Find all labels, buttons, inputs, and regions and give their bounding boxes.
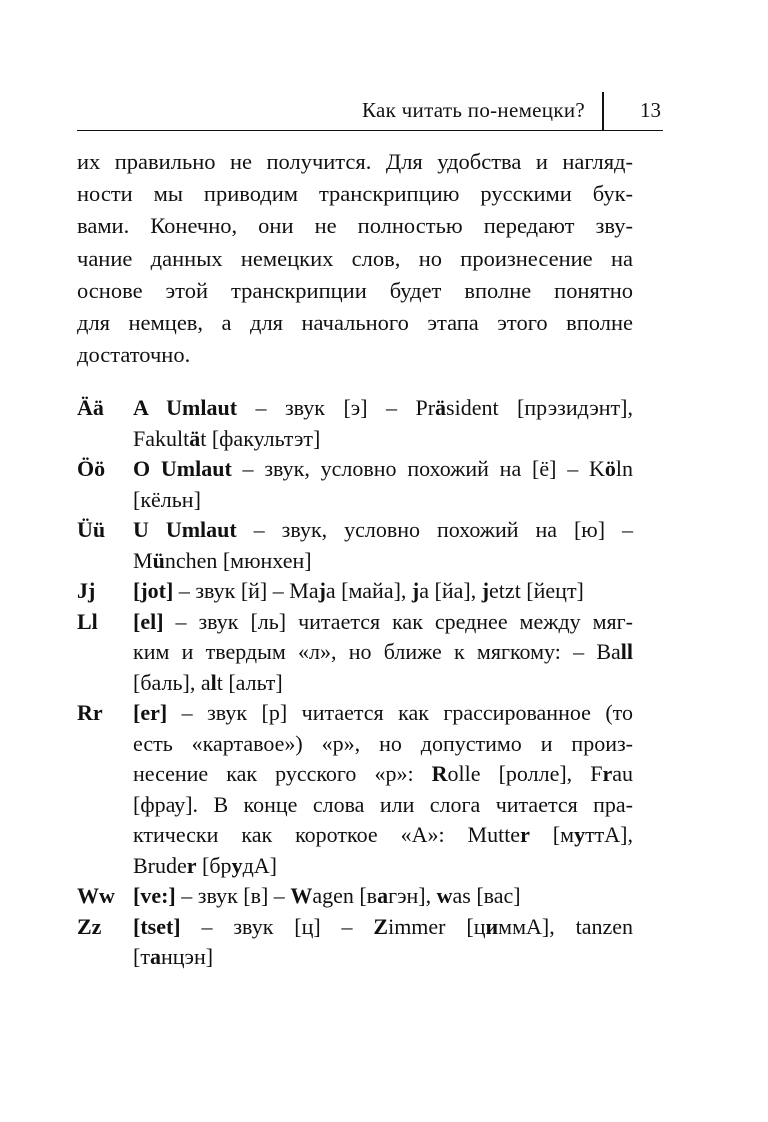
bold-segment: R [431,761,448,786]
bold-segment: ü [152,547,165,573]
entry-letter: Öö [77,456,106,481]
text-segment: ммА], tanzen [498,913,633,939]
bold-segment: Z [373,913,389,939]
letter-entry [77,912,633,973]
text-segment: несение как русского «р»: [133,761,432,786]
bold-segment: r [520,822,530,847]
bold-segment: а [149,944,161,969]
text-segment: agen [в [312,883,378,908]
text-segment: [т [133,944,150,969]
text-segment: – звук [в] – [175,883,291,908]
text-segment: – звук [э] – Pr [237,395,436,420]
entry-letter: Zz [77,913,102,939]
entry-letter: Ää [77,395,104,420]
letter-entry [77,515,633,576]
text-segment: нцэн] [160,944,214,969]
bold-segment: а [377,883,389,908]
bold-segment: ö [604,456,616,481]
intro-paragraph [77,146,633,371]
entry-line [133,942,633,973]
page-number: 13 [640,98,661,122]
running-header [77,92,663,131]
letter-entry [77,393,633,454]
bold-segment: [jot] [133,578,174,603]
letter-entry [77,881,633,912]
bold-segment: U Umlaut [133,517,237,542]
text-segment: nchen [мюнхен] [164,547,312,573]
text-segment: [фрау]. В конце слова или слога читается пра- [133,791,633,817]
entry-letter: Ll [77,608,98,634]
entry-line [133,759,633,790]
entry-description [133,515,633,576]
text-segment: гэн], [388,883,437,908]
entry-description [133,607,633,699]
bold-segment: r [186,852,197,878]
text-segment: – звук, условно похожий на [ю] – [236,517,633,542]
intro-line: вами. Конечно, они не полностью передают зву- [77,213,633,239]
text-segment: ln [615,456,633,481]
entry-description [133,454,633,515]
bold-segment: ä [189,425,201,451]
entry-letter: Jj [77,578,96,603]
entry-line [133,576,633,607]
text-segment: есть «картавое») «р», но допустимо и произ- [133,730,633,756]
entry-description [133,698,633,881]
bold-segment: [ve:] [133,883,176,908]
text-segment: дА] [242,852,277,878]
text-segment: ким и твердым «л», но ближе к мягкому: – Ba [133,639,621,664]
letter-entries-list [77,393,633,973]
entry-line [133,485,633,516]
entry-description [133,881,633,912]
entry-description [133,576,633,607]
text-segment: M [133,547,153,573]
text-segment: t [альт] [216,669,283,695]
bold-segment: r [602,761,613,786]
bold-segment: A Umlaut [133,395,238,420]
bold-segment: w [436,883,453,908]
text-segment: [кёльн] [133,486,201,512]
running-title: Как читать по-немецки? [361,98,585,122]
bold-segment: [tset] [133,913,181,939]
bold-segment: [er] [133,700,168,725]
text-segment: sident [прэзидэнт], [446,395,633,420]
text-segment: as [вас] [452,883,521,908]
text-segment: a [майа], [325,578,412,603]
bold-segment: O Umlaut [133,456,232,481]
text-segment: – звук [ль] читается как среднее между мяг- [163,608,633,634]
text-segment: – звук [ц] – [180,913,374,939]
bold-segment: l [210,669,217,695]
entry-description [133,393,633,454]
intro-line: достаточно. [77,342,191,368]
intro-line: их правильно не получится. Для удобства и нагляд- [77,149,633,174]
text-segment: Fakult [133,425,190,451]
text-segment: – звук, условно похожий на [ё] – K [231,456,605,481]
entry-description [133,912,633,973]
bold-segment: [el] [133,608,164,634]
text-segment: immer [ц [388,913,486,939]
entry-line [133,820,633,851]
text-segment: olle [ролле], F [447,761,603,786]
text-segment: t [факультэт] [200,425,321,451]
text-segment: [баль], a [133,669,211,695]
entry-line [133,881,633,912]
letter-entry [77,607,633,699]
entry-line [133,851,633,882]
intro-line: для немцев, а для начального этапа этого вполне [77,310,633,336]
intro-line: ности мы приводим транскрипцию русскими бук- [77,181,633,207]
bold-segment: у [574,822,586,847]
letter-entry [77,576,633,607]
text-segment: etzt [йецт] [489,578,584,603]
bold-segment: j [411,578,420,603]
text-segment: [м [529,822,575,847]
text-segment: – звук [р] читается как грассированное (то [167,700,633,725]
text-segment: ттА], [585,822,634,847]
intro-line: основе этой транскрипции будет вполне понятно [77,277,633,303]
entry-line [133,393,633,424]
entry-line [133,790,633,821]
text-segment: ктически как короткое «А»: Mutte [133,822,521,847]
entry-line [133,912,633,943]
text-segment: a [йа], [419,578,482,603]
entry-line [133,729,633,760]
entry-line [133,454,633,485]
text-segment: Brude [133,852,187,878]
entry-letter: Üü [77,517,106,542]
text-segment: – звук [й] – Ma [173,578,319,603]
bold-segment: у [231,852,243,878]
bold-segment: и [485,913,499,939]
text-segment: [бр [196,852,232,878]
entry-line [133,546,633,577]
entry-line [133,515,633,546]
letter-entry [77,454,633,515]
bold-segment: j [318,578,326,603]
bold-segment: W [290,883,313,908]
entry-line [133,698,633,729]
entry-line [133,424,633,455]
bold-segment: ll [620,639,633,664]
entry-line [133,637,633,668]
entry-line [133,668,633,699]
bold-segment: j [481,578,490,603]
intro-line: чание данных немецких слов, но произнесение на [77,245,633,271]
bold-segment: ä [435,395,447,420]
entry-line [133,607,633,638]
letter-entry [77,698,633,881]
text-segment: au [612,761,634,786]
entry-letter: Rr [77,700,103,725]
entry-letter: Ww [77,883,115,908]
header-divider [602,92,604,130]
